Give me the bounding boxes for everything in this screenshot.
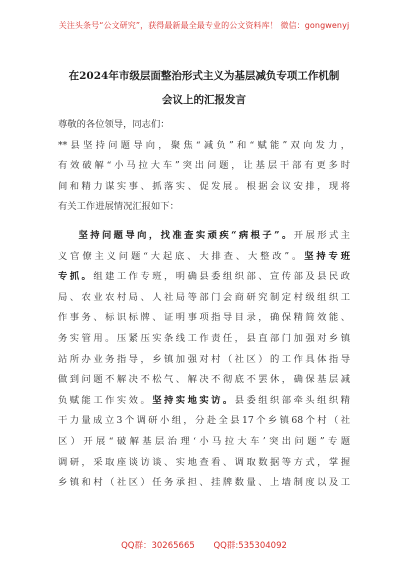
document-title-line-1: 在2024年市级层面整治形式主义为基层减负专项工作机制 [68,70,340,82]
paragraph-line: 务实管用。压紧压实条线工作责任，县直部门加强对乡镇 [58,332,350,344]
paragraph-line: 坚持问题导向，找准查实顽疾“病根子”。开展形式主 [76,229,350,241]
paragraph-line: 间和精力谋实事、抓落实、促发展。根据会议安排，现将 [58,180,350,192]
section-subheading: 坚持实地实访。 [152,394,235,406]
paragraph-line: 干力量成立3个调研小组，分赴全县17个乡镇68个村（社 [58,415,350,427]
section-subheading: 坚持专班 [304,250,350,262]
paragraph-line: 乡镇和村（社区）任务承担、挂牌数量、上墙制度以及工 [58,477,350,489]
section-heading: 坚持问题导向，找准查实顽疾“病根子”。 [76,229,294,241]
paragraph-line: 作事务、标识标牌、证明事项指导目录，确保精简效能、 [58,312,350,324]
qq-group-2: QQ群:535304092 [213,541,287,551]
paragraph-line: 区）开展“破解基层治理‘小马拉大车’突出问题”专题 [58,435,350,447]
paragraph-intro [58,136,350,218]
paragraph-line: 专抓。组建工作专班，明确县委组织部、宣传部及县民政 [58,271,350,283]
paragraph-line: 有效破解“小马拉大车”突出问题，让基层干部有更多时 [58,160,350,172]
paragraph-line: 义官僚主义问题“大起底、大排查、大整改”。坚持专班 [58,250,350,262]
paragraph-line: 调研，采取座谈访谈、实地查看、调取数据等方式，掌握 [58,456,350,468]
paragraph-section-1 [58,226,350,494]
promo-banner: 关注头条号“公文研究”，获得最新最全最专业的公文资料库！ 微信：gongwenyj [58,21,350,30]
paragraph-line: 做到问题不解决不松气、解决不彻底不罢休，确保基层减 [58,374,350,386]
contact-footer [0,539,408,551]
paragraph-line: 有关工作进展情况汇报如下： [58,201,179,213]
paragraph-line: 局、农业农村局、人社局等部门会商研究制定村级组织工 [58,291,350,303]
paragraph-line: 站所办业务指导，乡镇加强对村（社区）的工作具体指导 [58,353,350,365]
qq-group-1: QQ群：30265665 [121,541,195,551]
salutation: 尊敬的各位领导，同志们： [58,119,170,130]
document-body [58,115,350,494]
paragraph-line: **县坚持问题导向，聚焦“减负”和“赋能”双向发力， [58,139,350,151]
document-title-line-2: 会议上的汇报发言 [162,94,246,106]
paragraph-line: 负赋能工作实效。坚持实地实访。县委组织部牵头组织精 [58,394,350,406]
